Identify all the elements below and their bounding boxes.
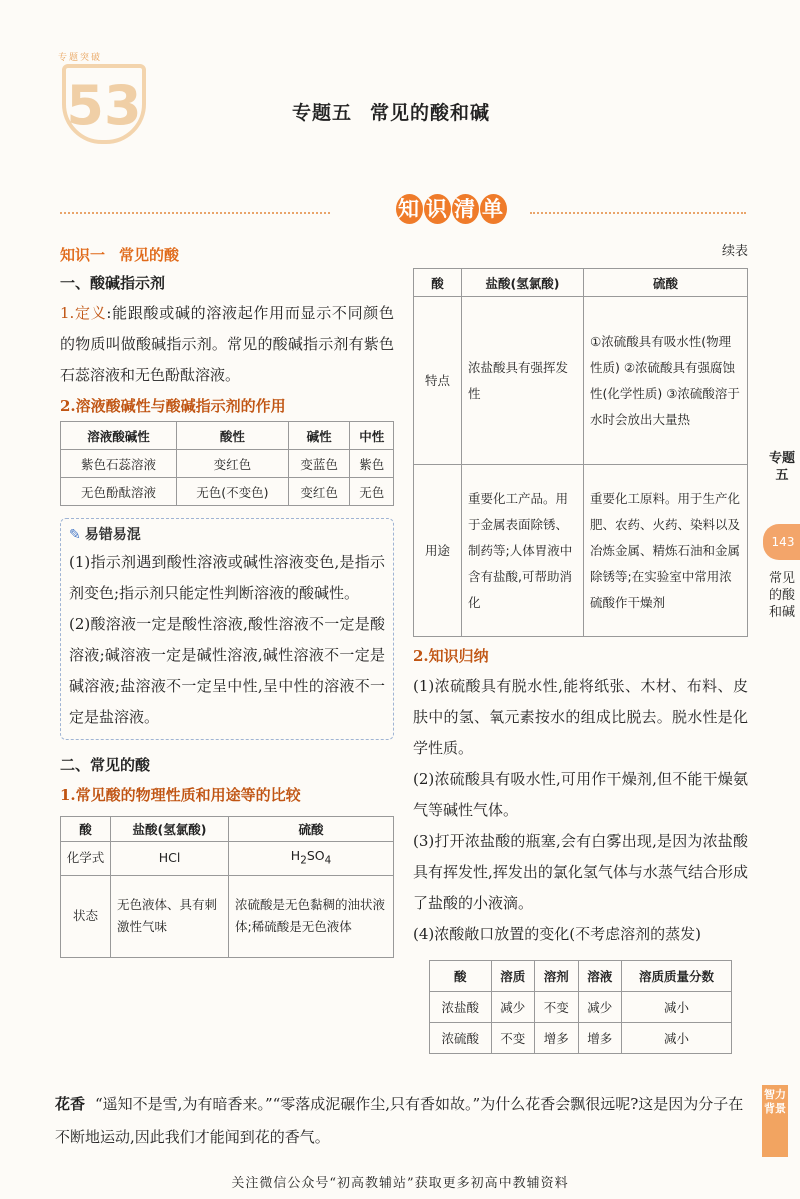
- left-column: [60, 242, 394, 958]
- table-row: 状态 无色液体、具有刺激性气味 浓硫酸是无色黏稠的油状液体;稀硫酸是无色液体: [61, 875, 394, 957]
- table-header: 溶剂: [535, 961, 578, 992]
- knowledge-list-banner: [60, 194, 746, 230]
- banner-title: 知 识 清 单: [396, 194, 508, 224]
- background-label: 花香: [55, 1095, 86, 1113]
- side-chapter: 专题五: [768, 451, 795, 483]
- table-header: 酸: [430, 961, 492, 992]
- page-number: 143: [763, 524, 800, 560]
- table-header: 酸性: [176, 422, 288, 450]
- continued-label: 续表: [721, 244, 748, 259]
- indicator-table: [60, 421, 394, 506]
- right-column: [413, 242, 748, 1054]
- mistake-box: [60, 518, 394, 740]
- table-row: 紫色石蕊溶液 变红色 变蓝色 紫色: [61, 450, 394, 478]
- table-row: 浓硫酸 不变 增多 增多 减小: [430, 1023, 732, 1054]
- table-row: 无色酚酞溶液 无色(不变色) 变红色 无色: [61, 478, 394, 506]
- subsection-heading: 2.知识归纳: [413, 647, 489, 665]
- table-row: 特点 浓盐酸具有强挥发性 ①浓硫酸具有吸水性(物理性质) ②浓硫酸具有强腐蚀性(化学性质) ③浓硫酸溶于水时会放出大量热: [414, 297, 748, 465]
- table-header: 溶质质量分数: [622, 961, 732, 992]
- footer-note: 关注微信公众号“初高教辅站”获取更多初高中教辅资料: [231, 1176, 569, 1191]
- acid-comparison-table: [60, 816, 394, 958]
- table-header: 盐酸(氢氯酸): [462, 269, 584, 297]
- logo-number: 53: [62, 64, 146, 144]
- subsection-heading: 1.常见酸的物理性质和用途等的比较: [60, 786, 301, 804]
- logo-top-text: 专题突破: [58, 53, 103, 63]
- side-topic: 常见的酸和碱: [769, 571, 796, 620]
- table-header: 盐酸(氢氯酸): [111, 817, 229, 842]
- table-row: 化学式 HCl $H_2SO_4$: [61, 842, 394, 876]
- summary-item: (4)浓酸敞口放置的变化(不考虑溶剂的蒸发): [413, 925, 701, 943]
- background-text: “遥知不是雪,为有暗香来。”“零落成泥碾作尘,只有香如故。”为什么花香会飘很远呢?这是因为分子在不断地运动,因此我们才能闻到花的香气。: [55, 1095, 744, 1146]
- table-header: 硫酸: [584, 269, 748, 297]
- table-header: 酸: [61, 817, 111, 842]
- banner-divider-right: [530, 212, 746, 214]
- table-header: 溶液酸碱性: [61, 422, 177, 450]
- summary-item: (3)打开浓盐酸的瓶塞,会有白雾出现,是因为浓盐酸具有挥发性,挥发出的氯化氢气体与水蒸气结合形成了盐酸的小液滴。: [413, 832, 748, 912]
- table-header: 溶液: [578, 961, 621, 992]
- open-acid-change-table: [429, 960, 732, 1054]
- side-tab: [763, 448, 800, 688]
- table-header: 酸: [414, 269, 462, 297]
- table-row: 用途 重要化工产品。用于金属表面除锈、制药等;人体胃液中含有盐酸,可帮助消化 重要化工原料。用于生产化肥、农药、火药、染料以及冶炼金属、精炼石油和金属除锈等;在实验室中常用浓硫酸作干燥剂: [414, 465, 748, 637]
- brand-tag: 智力背景: [762, 1085, 788, 1157]
- table-header: 硫酸: [229, 817, 394, 842]
- definition-paragraph: 1.定义:能跟酸或碱的溶液起作用而显示不同颜色的物质叫做酸碱指示剂。常见的酸碱指示剂有紫色石蕊溶液和无色酚酞溶液。: [60, 304, 394, 384]
- table-row: 浓盐酸 减少 不变 减少 减小: [430, 992, 732, 1023]
- topic-name: 常见的酸和碱: [370, 102, 491, 124]
- section-heading: 二、常见的酸: [60, 756, 151, 774]
- mistake-item: (2)酸溶液一定是酸性溶液,酸性溶液不一定是酸溶液;碱溶液一定是碱性溶液,碱性溶液不一定是碱溶液;盐溶液不一定呈中性,呈中性的溶液不一定是盐溶液。: [69, 615, 385, 726]
- topic-number: 专题五: [291, 102, 352, 124]
- table-header: 溶质: [491, 961, 534, 992]
- section-heading: 一、酸碱指示剂: [60, 274, 166, 292]
- acid-comparison-table-continued: [413, 268, 748, 637]
- mistake-title: ✎ 易错易混: [69, 527, 141, 543]
- banner-divider-left: [60, 212, 330, 214]
- summary-item: (2)浓硫酸具有吸水性,可用作干燥剂,但不能干燥氨气等碱性气体。: [413, 770, 748, 819]
- summary-item: (1)浓硫酸具有脱水性,能将纸张、木材、布料、皮肤中的氢、氧元素按水的组成比脱去。脱水性是化学性质。: [413, 677, 748, 757]
- page-title: [0, 98, 800, 125]
- pencil-icon: ✎: [69, 527, 81, 543]
- knowledge-heading: 知识一 常见的酸: [60, 246, 180, 264]
- table-header: 中性: [350, 422, 394, 450]
- table-header: 碱性: [288, 422, 350, 450]
- mistake-item: (1)指示剂遇到酸性溶液或碱性溶液变色,是指示剂变色;指示剂只能定性判断溶液的酸碱性。: [69, 553, 385, 602]
- subsection-heading: 2.溶液酸碱性与酸碱指示剂的作用: [60, 397, 286, 415]
- background-knowledge: [55, 1088, 745, 1154]
